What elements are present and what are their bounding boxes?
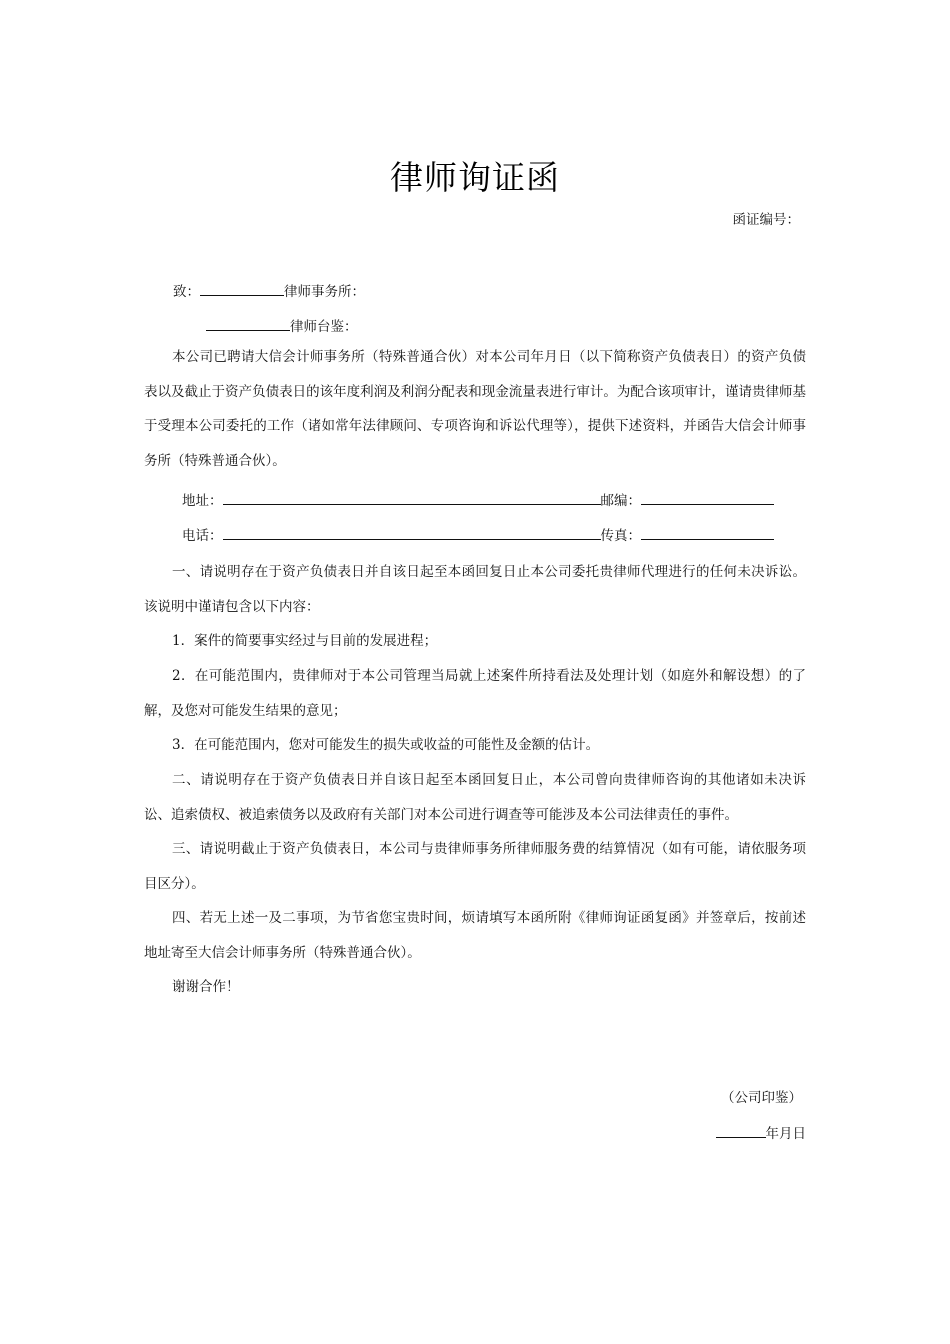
firm-name-blank[interactable] [200,281,284,296]
postcode-label: 邮编： [600,493,641,509]
addressee-firm-line [173,280,365,300]
addressee-lawyer-line [206,315,358,335]
item-1-2-paragraph: 2．在可能范围内，贵律师对于本公司管理当局就上述案件所持看法及处理计划（如庭外和解设想）的了解，及您对可能发生结果的意见； [144,668,806,719]
postcode-blank[interactable] [641,490,774,505]
item-2-paragraph: 二、请说明存在于资产负债表日并自该日起至本函回复日止，本公司曾向贵律师咨询的其他诸如未决诉讼、追索债权、被追索债务以及政府有关部门对本公司进行调查等可能涉及本公司法律责任的事件。 [144,772,806,823]
phone-line [182,524,774,544]
phone-label: 电话： [182,528,223,544]
fax-blank[interactable] [641,525,774,540]
address-line [182,489,774,509]
firm-suffix: 律师事务所： [284,284,365,300]
fax-label: 传真： [600,528,641,544]
address-blank[interactable] [223,490,601,505]
intro-paragraph: 本公司已聘请大信会计师事务所（特殊普通合伙）对本公司年月日（以下简称资产负债表日）的资产负债表以及截止于资产负债表日的该年度利润及利润分配表和现金流量表进行审计。为配合该项审计，谨请贵律师基于受理本公司委托的工作（诸如常年法律顾问、专项咨询和诉讼代理等），提供下述资料，并函告大信会计师事务所（特殊普通合伙）。 [144,349,806,469]
reference-number-label: 函证编号： [732,212,800,228]
phone-blank[interactable] [223,525,601,540]
lawyer-suffix: 律师台鉴： [290,319,358,335]
to-prefix: 致： [173,284,200,300]
item-1-1-paragraph: 1．案件的简要事实经过与目前的发展进程； [172,633,438,649]
lawyer-name-blank[interactable] [206,316,290,331]
item-1-3-paragraph: 3．在可能范围内，您对可能发生的损失或收益的可能性及金额的估计。 [172,737,600,753]
document-title: 律师询证函 [390,158,560,197]
item-4-paragraph: 四、若无上述一及二事项，为节省您宝贵时间，烦请填写本函所附《律师询证函复函》并签章后，按前述地址寄至大信会计师事务所（特殊普通合伙）。 [144,910,806,961]
date-suffix: 年月日 [765,1126,806,1142]
address-label: 地址： [182,493,223,509]
year-blank[interactable] [716,1123,766,1138]
date-line [716,1122,807,1142]
company-seal-label: （公司印鉴） [721,1090,802,1106]
item-1-paragraph: 一、请说明存在于资产负债表日并自该日起至本函回复日止本公司委托贵律师代理进行的任何未决诉讼。该说明中谨请包含以下内容： [144,564,806,615]
item-3-paragraph: 三、请说明截止于资产负债表日，本公司与贵律师事务所律师服务费的结算情况（如有可能，请依服务项目区分）。 [144,841,806,892]
thanks-text: 谢谢合作！ [172,979,240,995]
